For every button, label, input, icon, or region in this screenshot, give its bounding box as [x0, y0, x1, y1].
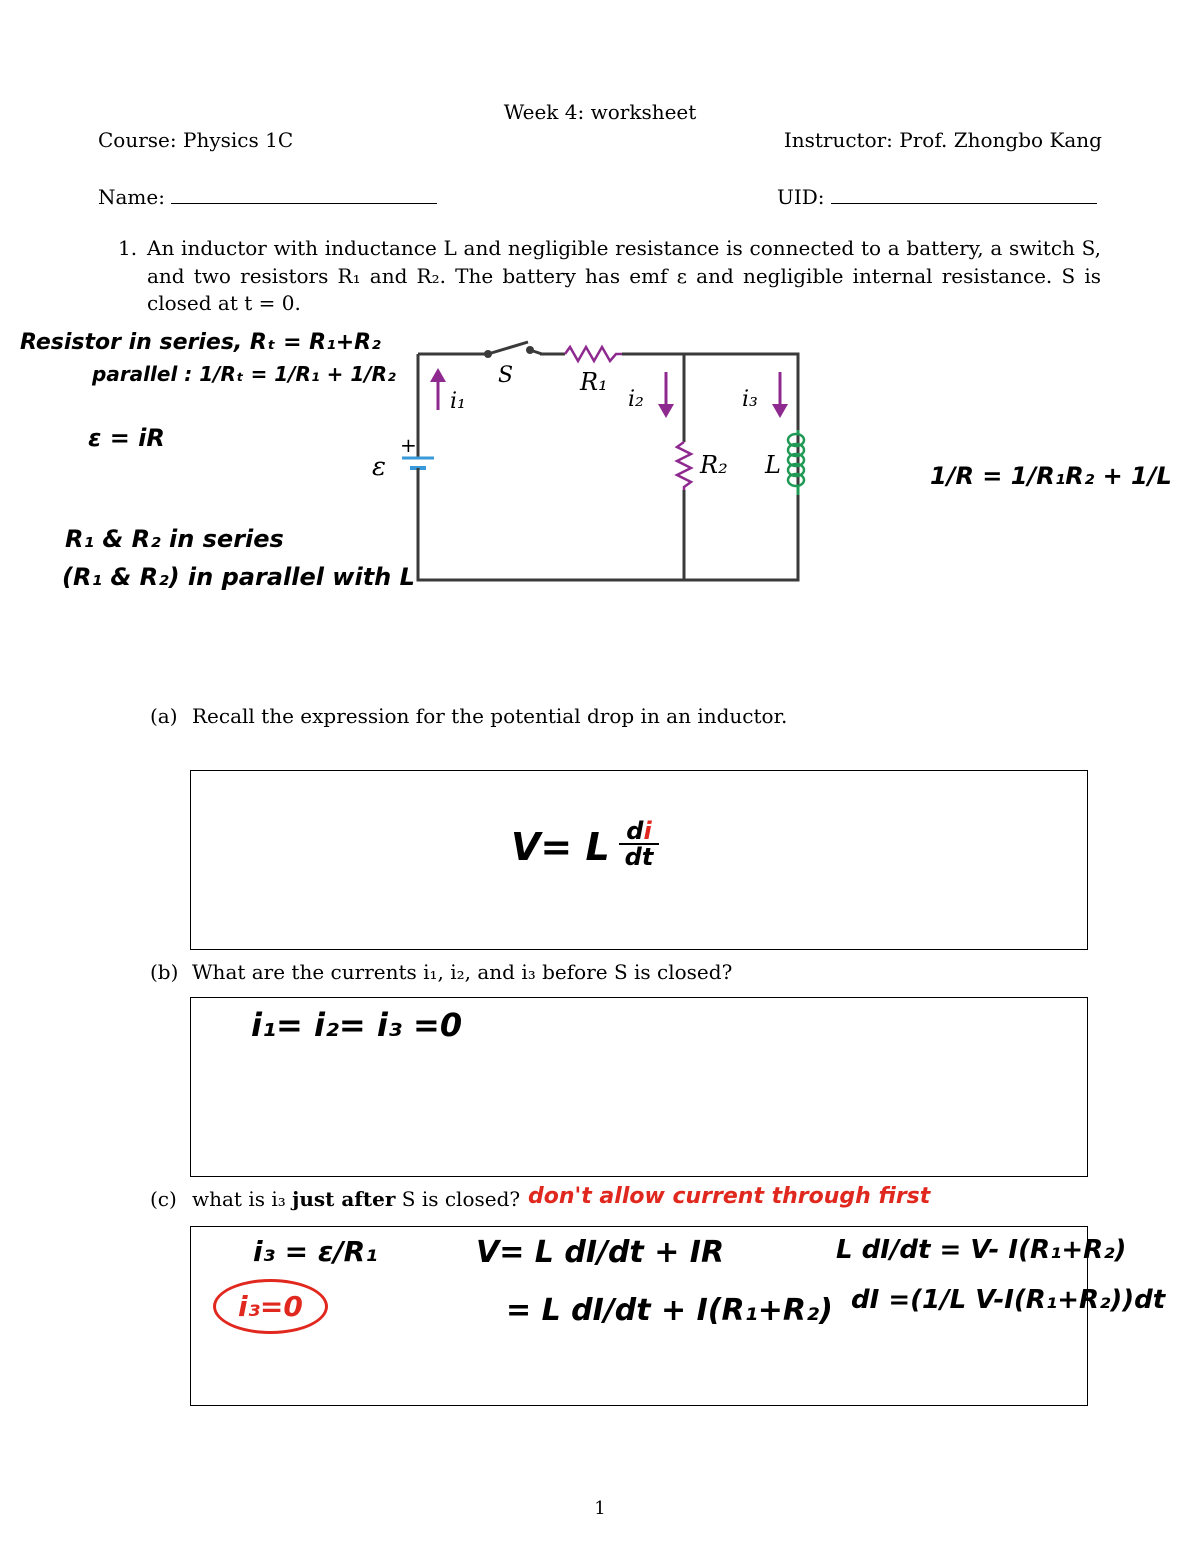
part-c-label: (c)	[150, 1187, 177, 1211]
part-a-answer-box[interactable]	[190, 770, 1088, 950]
name-label: Name:	[98, 185, 165, 209]
part-c-eq1: V= L dI/dt + IR	[476, 1235, 725, 1270]
part-a-answer-fraction	[619, 819, 659, 869]
part-c-question-post: S is closed?	[401, 1187, 521, 1211]
switch-icon	[484, 342, 542, 358]
wire-loop	[418, 354, 798, 580]
inductor-label: L	[765, 451, 781, 479]
part-a-i: i	[643, 817, 652, 845]
part-c-eq3: L dI/dt = V- I(R₁+R₂)	[836, 1235, 1127, 1265]
course-label: Course: Physics 1C	[98, 128, 294, 152]
part-c-red-note: don't allow current through first	[528, 1184, 931, 1209]
worksheet-title: Week 4: worksheet	[503, 100, 697, 124]
problem-number: 1.	[118, 236, 138, 260]
part-c-ans1: i₃ = ε/R₁	[253, 1235, 378, 1268]
r1-label: R₁	[580, 368, 608, 396]
instructor-label: Instructor: Prof. Zhongbo Kang	[783, 128, 1102, 152]
i1-label: i₁	[450, 389, 466, 414]
part-b-question: What are the currents i₁, i₂, and i₃ before S is closed?	[192, 960, 733, 984]
r2-label: R₂	[700, 451, 728, 479]
i2-label: i₂	[628, 387, 644, 412]
uid-blank[interactable]	[831, 183, 1097, 204]
i3-arrow-icon	[772, 372, 788, 418]
resistor-r2-icon	[677, 442, 691, 490]
part-c-question-pre: what is i₃	[192, 1187, 286, 1211]
part-b-answer-box[interactable]	[190, 997, 1088, 1177]
switch-label: S	[498, 363, 514, 388]
part-c-answer-box[interactable]	[190, 1226, 1166, 1406]
i3-label: i₃	[742, 387, 758, 412]
page-number: 1	[594, 1498, 606, 1519]
resistor-r1-icon	[565, 347, 622, 361]
battery-plus: +	[400, 433, 417, 457]
emf-label: ε	[372, 452, 386, 482]
circuit-diagram	[360, 330, 820, 595]
name-blank[interactable]	[171, 183, 437, 204]
uid-label: UID:	[777, 185, 825, 209]
part-b-answer: i₁= i₂= i₃ =0	[251, 1006, 463, 1044]
part-a-label: (a)	[150, 704, 178, 728]
part-a-answer-lhs: V= L	[511, 825, 610, 869]
note-parallel: parallel : 1/Rₜ = 1/R₁ + 1/R₂	[92, 362, 396, 386]
inductor-icon	[788, 434, 804, 486]
part-a-question: Recall the expression for the potential drop in an inductor.	[192, 704, 788, 728]
problem-statement-line1: An inductor with inductance L and negligible resistance is connected to a battery, a switch S,	[147, 236, 1101, 260]
i1-arrow-icon	[430, 368, 446, 410]
battery-icon	[402, 458, 434, 475]
part-c-question	[192, 1187, 520, 1211]
name-field	[98, 183, 437, 209]
note-series: Resistor in series, Rₜ = R₁+R₂	[20, 330, 381, 355]
part-c-eq4: dI =(1/L V-I(R₁+R₂))dt	[851, 1285, 1166, 1315]
part-c-eq2: = L dI/dt + I(R₁+R₂)	[506, 1293, 833, 1328]
note-ohms-law: ε = iR	[88, 424, 165, 452]
problem-statement-line2: and two resistors R₁ and R₂. The battery has emf ε and negligible internal resistance. S is	[147, 264, 1101, 288]
part-c-ans-circled: i₃=0	[213, 1279, 328, 1334]
note-equivalent-r: 1/R = 1/R₁R₂ + 1/L	[930, 462, 1172, 490]
note-r1r2-series: R₁ & R₂ in series	[65, 525, 284, 553]
part-a-d: d	[626, 817, 644, 845]
part-c-question-bold: just after	[292, 1187, 396, 1211]
note-parallel-with-l: (R₁ & R₂) in parallel with L	[62, 563, 415, 591]
part-b-label: (b)	[150, 960, 179, 984]
part-a-dt: dt	[624, 843, 654, 871]
i2-arrow-icon	[658, 372, 674, 418]
problem-statement-line3: closed at t = 0.	[147, 291, 301, 315]
uid-field	[777, 183, 1097, 209]
